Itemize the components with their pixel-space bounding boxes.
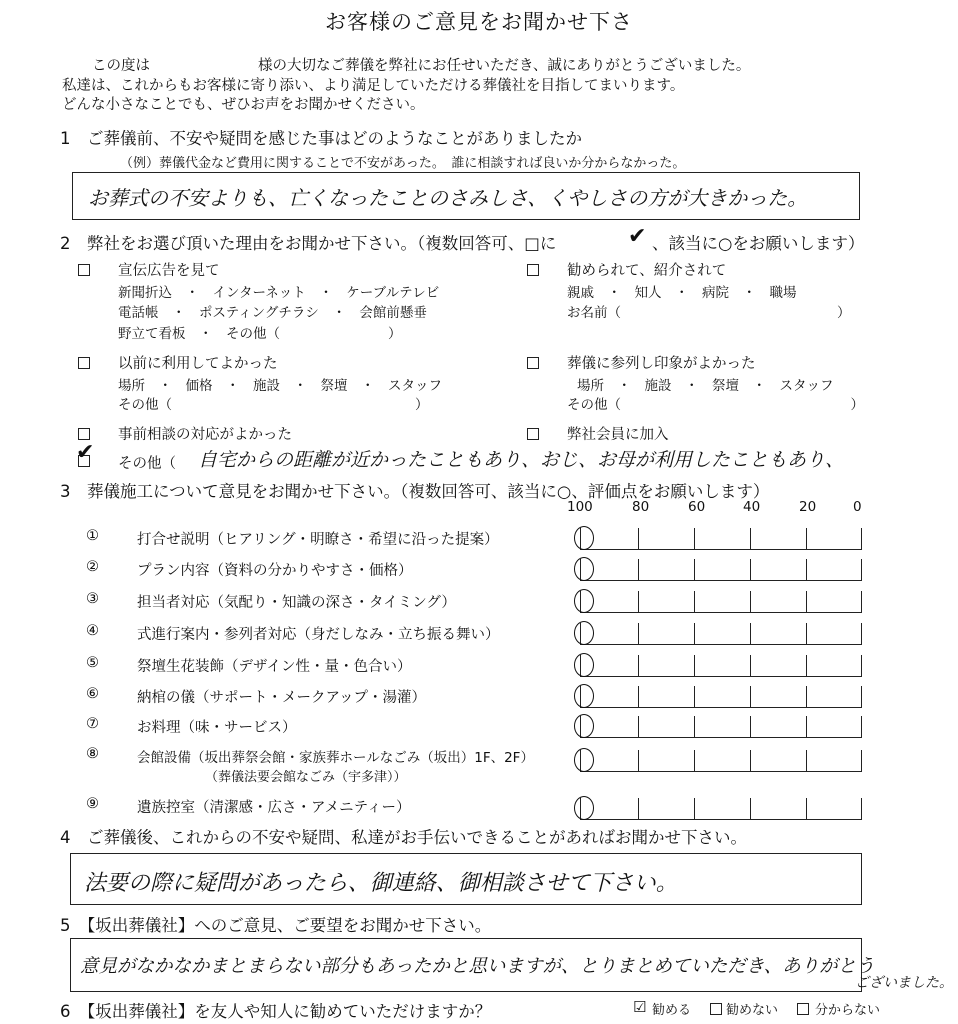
- q6-heading: 6 【坂出葬儀社】を友人や知人に勧めていただけますか？: [60, 1002, 492, 1021]
- rating-scale[interactable]: [580, 589, 862, 613]
- rating-tick: [806, 591, 807, 613]
- rating-baseline: [580, 707, 862, 708]
- rating-tick: [806, 750, 807, 772]
- opt-previous-use-label: 以前に利用してよかった: [118, 356, 278, 372]
- item-label-sub: （葬儀法要会館なごみ（宇多津））: [205, 770, 407, 785]
- item-label: プラン内容（資料の分かりやすさ・価格）: [137, 563, 413, 579]
- rating-selected-circle: [574, 714, 594, 738]
- opt-referral-line2: お名前（ ）: [567, 305, 851, 321]
- rating-tick: [638, 655, 639, 677]
- q5-heading: 5 【坂出葬儀社】へのご意見、ご要望をお聞かせ下さい。: [60, 916, 492, 935]
- checkmark-icon: ✔: [76, 440, 95, 465]
- opt-referral-line1: 親戚 ・ 知人 ・ 病院 ・ 職場: [567, 285, 797, 301]
- rating-tick: [806, 528, 807, 550]
- checkbox-not-recommend[interactable]: [710, 1003, 722, 1015]
- rating-tick: [806, 798, 807, 820]
- q2-heading: 2 弊社をお選び頂いた理由をお聞かせ下さい。（複数回答可、□に: [60, 234, 557, 253]
- scale-80: 80: [632, 499, 650, 515]
- item-label: お料理（味・サービス）: [137, 720, 297, 736]
- item-number: ⑥: [86, 686, 99, 702]
- checkmark-icon: ✔: [628, 224, 647, 249]
- item-label: 担当者対応（気配り・知識の深さ・タイミング）: [137, 595, 456, 611]
- rating-scale[interactable]: [580, 796, 862, 820]
- q1-answer: お葬式の不安よりも、亡くなったことのさみしさ、くやしさの方が大きかった。: [88, 186, 808, 210]
- rating-tick: [750, 559, 751, 581]
- rating-baseline: [580, 580, 862, 581]
- rating-scale[interactable]: [580, 714, 862, 738]
- rating-tick: [806, 623, 807, 645]
- checkbox-dont-know[interactable]: [797, 1003, 809, 1015]
- rating-tick: [638, 798, 639, 820]
- opt-attended-funeral-line2: その他（ ）: [567, 397, 864, 413]
- rating-tick: [861, 798, 862, 820]
- opt-other-label: その他（: [118, 456, 176, 472]
- rating-tick: [750, 750, 751, 772]
- opt-other-answer: 自宅からの距離が近かったこともあり、おじ、お母が利用したこともあり、: [198, 449, 845, 471]
- opt-advertising-line2: 電話帳 ・ ポスティングチラシ ・ 会館前懸垂: [118, 305, 427, 321]
- checkbox-checked-icon[interactable]: ☑: [633, 998, 647, 1016]
- rating-selected-circle: [574, 621, 594, 645]
- rating-tick: [638, 591, 639, 613]
- rating-tick: [806, 655, 807, 677]
- item-number: ⑨: [86, 796, 99, 812]
- scale-60: 60: [688, 499, 706, 515]
- rating-tick: [861, 591, 862, 613]
- item-number: ③: [86, 591, 99, 607]
- rating-selected-circle: [574, 526, 594, 550]
- q5-answer: 意見がなかなかまとまらない部分もあったかと思いますが、とりまとめていただき、ありがとう: [80, 956, 875, 977]
- rating-tick: [694, 798, 695, 820]
- item-number: ⑦: [86, 716, 99, 732]
- opt-advertising-line1: 新聞折込 ・ インターネット ・ ケーブルテレビ: [118, 285, 440, 301]
- rating-tick: [694, 750, 695, 772]
- q4-heading: 4 ご葬儀後、これからの不安や疑問、私達がお手伝いできることがあればお聞かせ下さい。: [60, 828, 747, 847]
- opt-previous-use-line2: その他（ ）: [118, 397, 429, 413]
- rating-scale[interactable]: [580, 748, 862, 772]
- opt-referral-label: 勧められて、紹介されて: [567, 263, 727, 279]
- rating-selected-circle: [574, 684, 594, 708]
- item-label: 納棺の儀（サポート・メークアップ・湯灌）: [137, 690, 426, 706]
- item-number: ②: [86, 559, 99, 575]
- intro-line1-post: 様の大切なご葬儀を弊社にお任せいただき、誠にありがとうございました。: [258, 58, 751, 74]
- rating-tick: [638, 559, 639, 581]
- rating-tick: [638, 528, 639, 550]
- rating-tick: [750, 655, 751, 677]
- checkbox-advertising[interactable]: [78, 264, 90, 276]
- item-number: ⑧: [86, 746, 99, 762]
- rating-tick: [861, 716, 862, 738]
- scale-100: 100: [567, 499, 593, 515]
- rating-tick: [638, 750, 639, 772]
- checkbox-referral[interactable]: [527, 264, 539, 276]
- rating-tick: [750, 686, 751, 708]
- item-number: ⑤: [86, 655, 99, 671]
- scale-20: 20: [799, 499, 817, 515]
- opt-advertising-label: 宣伝広告を見て: [118, 263, 220, 279]
- q4-answer: 法要の際に疑問があったら、御連絡、御相談させて下さい。: [84, 871, 678, 896]
- item-label: 祭壇生花装飾（デザイン性・量・色合い）: [137, 659, 412, 675]
- q5-answer-cont: ございました。: [855, 975, 953, 991]
- checkbox-attended-funeral[interactable]: [527, 357, 539, 369]
- rating-tick: [638, 686, 639, 708]
- opt-membership-label: 弊社会員に加入: [567, 427, 669, 443]
- rating-tick: [694, 623, 695, 645]
- rating-baseline: [580, 771, 862, 772]
- rating-baseline: [580, 737, 862, 738]
- q6-option-not-recommend: 勧めない: [726, 1003, 779, 1018]
- opt-pre-consultation-label: 事前相談の対応がよかった: [118, 427, 292, 443]
- rating-baseline: [580, 644, 862, 645]
- rating-tick: [750, 623, 751, 645]
- item-label: 式進行案内・参列者対応（身だしなみ・立ち振る舞い）: [137, 627, 500, 643]
- rating-tick: [694, 559, 695, 581]
- rating-tick: [638, 623, 639, 645]
- rating-tick: [750, 591, 751, 613]
- item-number: ①: [86, 528, 99, 544]
- rating-scale[interactable]: [580, 653, 862, 677]
- rating-tick: [806, 686, 807, 708]
- rating-baseline: [580, 612, 862, 613]
- checkbox-previous-use[interactable]: [78, 357, 90, 369]
- opt-advertising-line3: 野立て看板 ・ その他（ ）: [118, 326, 402, 342]
- rating-tick: [750, 528, 751, 550]
- rating-tick: [694, 686, 695, 708]
- rating-baseline: [580, 819, 862, 820]
- intro-line3: どんな小さなことでも、ぜひお声をお聞かせください。: [62, 97, 425, 113]
- intro-line2: 私達は、これからもお客様に寄り添い、より満足していただける葬儀社を目指してまいります。: [62, 78, 685, 94]
- q1-heading: 1 ご葬儀前、不安や疑問を感じた事はどのようなことがありましたか: [60, 129, 582, 148]
- rating-selected-circle: [574, 653, 594, 677]
- opt-attended-funeral-line1: 場所 ・ 施設 ・ 祭壇 ・ スタッフ: [577, 378, 834, 394]
- checkbox-pre-consultation[interactable]: [78, 428, 90, 440]
- rating-baseline: [580, 549, 862, 550]
- rating-tick: [694, 591, 695, 613]
- scale-0: 0: [853, 499, 862, 515]
- q3-heading: 3 葬儀施工について意見をお聞かせ下さい。（複数回答可、該当に○、評価点をお願いします）: [60, 482, 770, 501]
- q6-option-recommend: 勧める: [652, 1003, 692, 1018]
- rating-tick: [694, 716, 695, 738]
- rating-baseline: [580, 676, 862, 677]
- rating-tick: [750, 716, 751, 738]
- rating-tick: [694, 528, 695, 550]
- rating-scale[interactable]: [580, 621, 862, 645]
- rating-tick: [861, 750, 862, 772]
- rating-tick: [638, 716, 639, 738]
- rating-tick: [750, 798, 751, 820]
- rating-tick: [861, 528, 862, 550]
- rating-tick: [861, 686, 862, 708]
- item-label: 打合せ説明（ヒアリング・明瞭さ・希望に沿った提案）: [137, 532, 499, 548]
- rating-tick: [861, 623, 862, 645]
- rating-scale[interactable]: [580, 684, 862, 708]
- form-title: お客様のご意見をお聞かせ下さ: [325, 10, 633, 34]
- q1-example: （例）葬儀代金など費用に関することで不安があった。 誰に相談すれば良いか分からなかった。: [120, 156, 686, 171]
- opt-previous-use-line1: 場所 ・ 価格 ・ 施設 ・ 祭壇 ・ スタッフ: [118, 378, 442, 394]
- rating-tick: [806, 716, 807, 738]
- item-label: 会館設備（坂出葬祭会館・家族葬ホールなごみ（坂出）1F、2F）: [137, 750, 534, 766]
- rating-selected-circle: [574, 796, 594, 820]
- rating-scale[interactable]: [580, 526, 862, 550]
- rating-selected-circle: [574, 748, 594, 772]
- rating-selected-circle: [574, 557, 594, 581]
- q2-heading-end: 、該当に○をお願いします）: [652, 234, 865, 253]
- rating-scale[interactable]: [580, 557, 862, 581]
- item-label: 遺族控室（清潔感・広さ・アメニティー）: [137, 800, 411, 816]
- item-number: ④: [86, 623, 99, 639]
- rating-tick: [694, 655, 695, 677]
- rating-tick: [806, 559, 807, 581]
- opt-attended-funeral-label: 葬儀に参列し印象がよかった: [567, 356, 756, 372]
- scale-40: 40: [743, 499, 761, 515]
- rating-selected-circle: [574, 589, 594, 613]
- checkbox-membership[interactable]: [527, 428, 539, 440]
- q6-option-dont-know: 分からない: [815, 1003, 881, 1018]
- rating-tick: [861, 655, 862, 677]
- rating-tick: [861, 559, 862, 581]
- intro-line1-pre: この度は: [92, 58, 150, 74]
